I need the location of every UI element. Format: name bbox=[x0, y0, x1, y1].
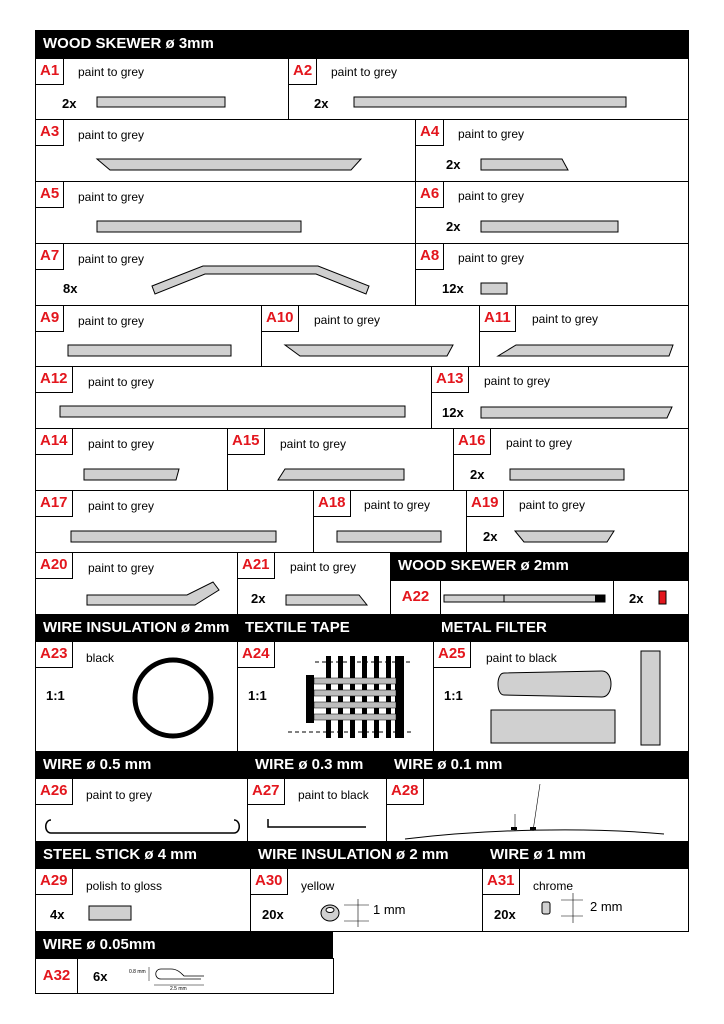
part-a14 bbox=[35, 428, 228, 491]
part-a30 bbox=[250, 868, 483, 932]
part-a28 bbox=[386, 778, 689, 842]
part-note: paint to grey bbox=[78, 190, 145, 204]
section-header-wire-01mm: WIRE ø 0.1 mm bbox=[386, 751, 689, 779]
section-header-wood-skewer-2mm: WOOD SKEWER ø 2mm bbox=[390, 552, 689, 581]
part-quantity: 12x bbox=[442, 405, 464, 420]
part-shape bbox=[36, 553, 237, 614]
part-note: polish to gloss bbox=[86, 879, 163, 893]
part-note: paint to grey bbox=[88, 499, 155, 513]
wire-shape bbox=[248, 779, 386, 841]
part-label: A11 bbox=[480, 306, 516, 332]
part-a12 bbox=[35, 366, 432, 429]
part-a7 bbox=[35, 243, 416, 306]
part-note: paint to grey bbox=[532, 312, 599, 326]
part-label: A22 bbox=[391, 581, 441, 615]
part-a13 bbox=[431, 366, 689, 429]
part-a22-quantity-box bbox=[613, 580, 689, 615]
part-quantity: 12x bbox=[442, 281, 464, 296]
part-shape bbox=[36, 244, 415, 305]
part-note: paint to grey bbox=[519, 498, 586, 512]
part-quantity: 2x bbox=[470, 467, 485, 482]
part-note: paint to grey bbox=[506, 436, 573, 450]
part-note: paint to grey bbox=[331, 65, 398, 79]
part-a8 bbox=[415, 243, 689, 306]
part-label: A19 bbox=[467, 491, 504, 517]
part-shape bbox=[432, 367, 688, 428]
part-a25 bbox=[433, 641, 689, 752]
part-a5 bbox=[35, 181, 416, 244]
part-quantity: 2x bbox=[446, 157, 461, 172]
wire-shape bbox=[387, 779, 688, 841]
part-a20 bbox=[35, 552, 238, 615]
part-note: black bbox=[86, 651, 115, 665]
part-label: A27 bbox=[248, 779, 285, 805]
part-label: A13 bbox=[432, 367, 469, 393]
wire-shape bbox=[36, 779, 247, 841]
part-shape bbox=[36, 59, 288, 119]
part-label: A16 bbox=[454, 429, 491, 455]
part-shape bbox=[36, 491, 313, 552]
part-label: A31 bbox=[483, 869, 520, 895]
part-label: A10 bbox=[262, 306, 299, 332]
section-header-wire-005mm: WIRE ø 0.05mm bbox=[35, 931, 333, 959]
part-note: paint to grey bbox=[88, 437, 155, 451]
part-note: yellow bbox=[301, 879, 335, 893]
section-header-wire-insulation-2mm: WIRE INSULATION ø 2 mm bbox=[250, 841, 482, 869]
dimension-label: 2.5 mm bbox=[170, 986, 187, 992]
dimension-label: 2 mm bbox=[590, 899, 623, 914]
part-label: A8 bbox=[416, 244, 444, 270]
part-a3 bbox=[35, 119, 416, 182]
part-shape bbox=[314, 491, 466, 552]
part-label: A9 bbox=[36, 306, 64, 332]
part-note: paint to grey bbox=[78, 65, 145, 79]
part-a6 bbox=[415, 181, 689, 244]
part-a11 bbox=[479, 305, 689, 367]
part-note: paint to grey bbox=[314, 313, 381, 327]
part-label: A5 bbox=[36, 182, 64, 208]
section-header-wood-skewer-3mm: WOOD SKEWER ø 3mm bbox=[35, 30, 689, 58]
part-shape bbox=[480, 306, 688, 366]
part-shape bbox=[36, 367, 431, 428]
part-label: A32 bbox=[36, 959, 78, 994]
part-a21 bbox=[237, 552, 391, 615]
part-label: A18 bbox=[314, 491, 351, 517]
part-shape bbox=[36, 429, 227, 490]
part-scale: 1:1 bbox=[46, 688, 65, 703]
part-label: A20 bbox=[36, 553, 73, 579]
part-label: A1 bbox=[36, 59, 64, 85]
section-header-textile-tape: TEXTILE TAPE bbox=[237, 614, 433, 642]
part-a1 bbox=[35, 58, 289, 120]
part-note: paint to black bbox=[298, 788, 369, 802]
part-note: paint to grey bbox=[458, 189, 525, 203]
part-shape bbox=[238, 553, 390, 614]
part-label: A29 bbox=[36, 869, 73, 895]
part-label: A12 bbox=[36, 367, 73, 393]
part-shape bbox=[416, 182, 688, 243]
part-quantity: 2x bbox=[629, 591, 644, 606]
part-a16 bbox=[453, 428, 689, 491]
section-header-steel-stick-4mm: STEEL STICK ø 4 mm bbox=[35, 841, 250, 869]
part-a29 bbox=[35, 868, 251, 932]
part-quantity: 20x bbox=[494, 907, 516, 922]
insulation-ring-icon bbox=[251, 869, 482, 931]
part-label: A23 bbox=[36, 642, 73, 668]
part-a31 bbox=[482, 868, 689, 932]
part-shape bbox=[467, 491, 688, 552]
part-label: A26 bbox=[36, 779, 73, 805]
part-note: paint to grey bbox=[88, 561, 155, 575]
dimension-label: 1 mm bbox=[373, 902, 406, 917]
part-note: paint to grey bbox=[364, 498, 431, 512]
part-shape bbox=[289, 59, 688, 119]
part-label: A6 bbox=[416, 182, 444, 208]
part-shape bbox=[36, 182, 415, 243]
part-a26 bbox=[35, 778, 248, 842]
part-shape bbox=[416, 244, 688, 305]
part-shape bbox=[416, 120, 688, 181]
section-header-wire-insulation-2mm: WIRE INSULATION ø 2mm bbox=[35, 614, 237, 642]
part-quantity: 2x bbox=[314, 96, 329, 111]
part-a17 bbox=[35, 490, 314, 553]
part-a24 bbox=[237, 641, 434, 752]
section-header-wire-1mm: WIRE ø 1 mm bbox=[482, 841, 689, 869]
part-label: A21 bbox=[238, 553, 275, 579]
part-shape bbox=[391, 581, 613, 614]
part-quantity: 6x bbox=[93, 969, 108, 984]
part-note: paint to grey bbox=[458, 127, 525, 141]
part-label: A14 bbox=[36, 429, 73, 455]
part-quantity: 20x bbox=[262, 907, 284, 922]
part-shape bbox=[262, 306, 479, 366]
part-a23 bbox=[35, 641, 238, 752]
part-note: paint to grey bbox=[78, 252, 145, 266]
part-shape bbox=[36, 120, 415, 181]
part-quantity: 2x bbox=[62, 96, 77, 111]
part-a15 bbox=[227, 428, 454, 491]
part-shape bbox=[434, 642, 688, 751]
part-shape bbox=[36, 869, 250, 931]
part-scale: 1:1 bbox=[248, 688, 267, 703]
part-quantity: 2x bbox=[251, 591, 266, 606]
part-shape bbox=[36, 306, 261, 366]
part-a4 bbox=[415, 119, 689, 182]
part-a2 bbox=[288, 58, 689, 120]
part-shape bbox=[454, 429, 688, 490]
part-label: A28 bbox=[387, 779, 424, 805]
section-header-wire-05mm: WIRE ø 0.5 mm bbox=[35, 751, 247, 779]
part-note: chrome bbox=[533, 879, 574, 893]
part-label: A30 bbox=[251, 869, 288, 895]
part-label: A7 bbox=[36, 244, 64, 270]
part-label: A24 bbox=[238, 642, 275, 668]
part-a19 bbox=[466, 490, 689, 553]
part-note: paint to grey bbox=[78, 314, 145, 328]
red-tip-icon bbox=[614, 581, 688, 614]
part-a22 bbox=[390, 580, 614, 615]
part-a18 bbox=[313, 490, 467, 553]
ring-icon bbox=[36, 642, 237, 751]
part-label: A25 bbox=[434, 642, 471, 668]
wire-piece-icon bbox=[483, 869, 688, 931]
part-quantity: 2x bbox=[446, 219, 461, 234]
part-a32 bbox=[35, 958, 334, 994]
textile-weave-icon bbox=[238, 642, 433, 751]
part-note: paint to grey bbox=[280, 437, 347, 451]
part-label: A17 bbox=[36, 491, 73, 517]
part-note: paint to grey bbox=[290, 560, 357, 574]
part-note: paint to grey bbox=[88, 375, 155, 389]
part-note: paint to grey bbox=[86, 788, 153, 802]
part-note: paint to grey bbox=[484, 374, 551, 388]
part-scale: 1:1 bbox=[444, 688, 463, 703]
part-note: paint to black bbox=[486, 651, 557, 665]
section-header-metal-filter: METAL FILTER bbox=[433, 614, 689, 642]
part-shape bbox=[228, 429, 453, 490]
section-header-wire-03mm: WIRE ø 0.3 mm bbox=[247, 751, 386, 779]
part-label: A15 bbox=[228, 429, 265, 455]
part-quantity: 8x bbox=[63, 281, 78, 296]
part-a9 bbox=[35, 305, 262, 367]
part-label: A2 bbox=[289, 59, 317, 85]
part-quantity: 4x bbox=[50, 907, 65, 922]
part-label: A3 bbox=[36, 120, 64, 146]
part-a10 bbox=[261, 305, 480, 367]
part-note: paint to grey bbox=[458, 251, 525, 265]
part-quantity: 2x bbox=[483, 529, 498, 544]
dimension-label: 0.8 mm bbox=[129, 969, 146, 975]
part-label: A4 bbox=[416, 120, 444, 146]
part-a27 bbox=[247, 778, 387, 842]
part-note: paint to grey bbox=[78, 128, 145, 142]
